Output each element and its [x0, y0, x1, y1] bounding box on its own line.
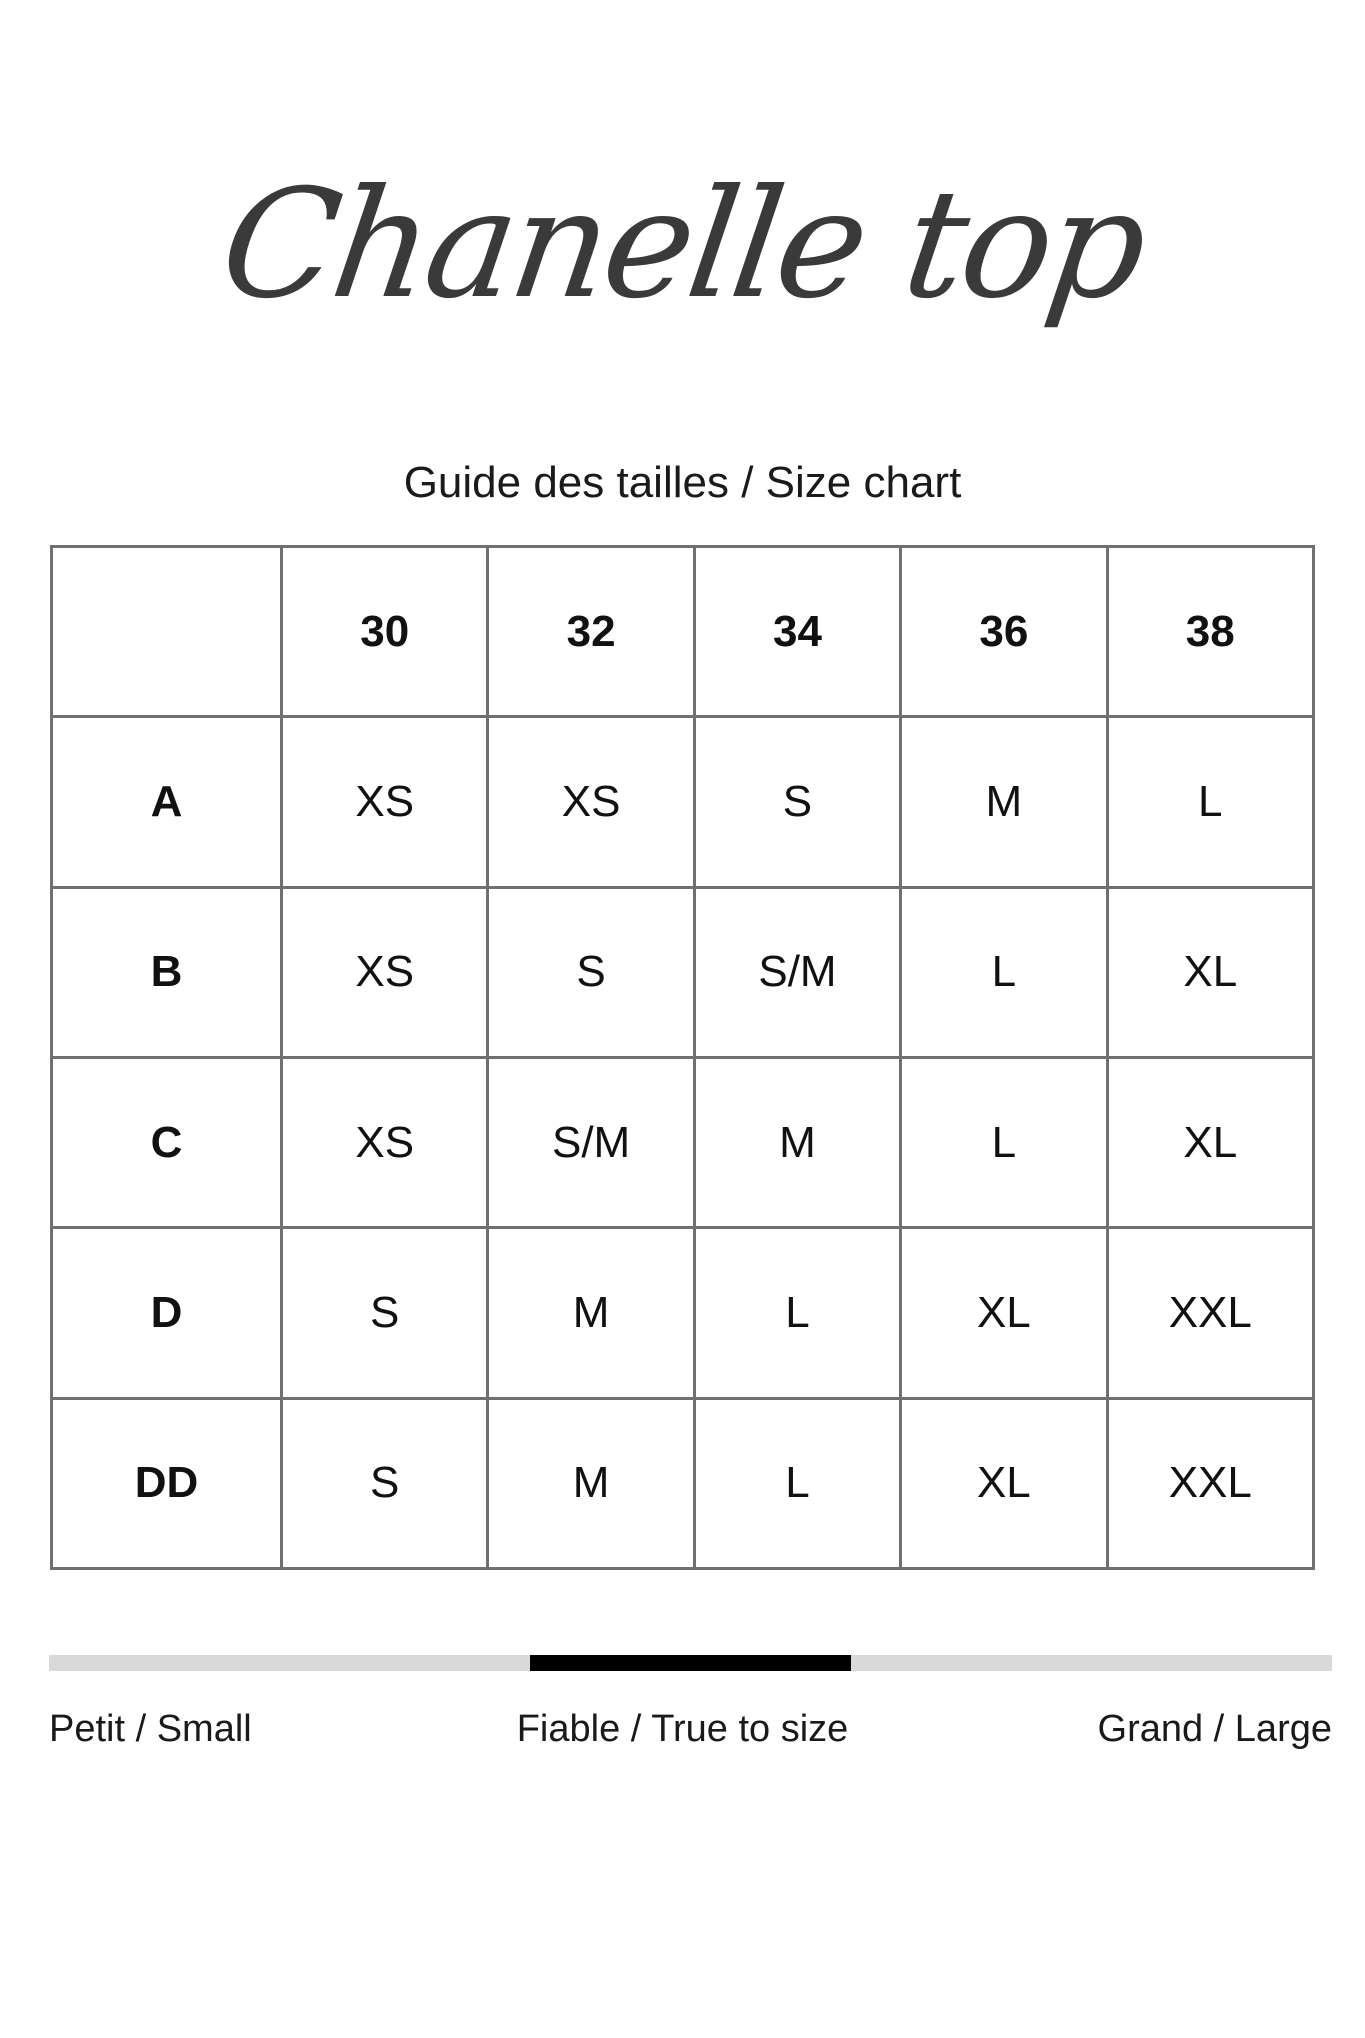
table-row — [52, 717, 1314, 887]
fit-label-true-to-size: Fiable / True to size — [516, 1708, 849, 1750]
size-cell: M — [488, 1398, 694, 1568]
size-cell: L — [1107, 717, 1313, 887]
fit-scale-track — [49, 1655, 1332, 1671]
band-size-header: 32 — [488, 547, 694, 717]
size-cell: S — [282, 1398, 488, 1568]
table-row — [52, 1057, 1314, 1227]
fit-label-small: Petit / Small — [49, 1708, 252, 1750]
size-chart-table — [50, 545, 1315, 1570]
table-row — [52, 1228, 1314, 1398]
band-size-header: 36 — [901, 547, 1107, 717]
cup-size-label: D — [52, 1228, 282, 1398]
cup-size-label: C — [52, 1057, 282, 1227]
cup-size-label: A — [52, 717, 282, 887]
size-cell: L — [901, 887, 1107, 1057]
size-cell: M — [694, 1057, 900, 1227]
product-title: Chanelle top — [211, 158, 1154, 332]
size-cell: XL — [901, 1228, 1107, 1398]
size-cell: XXL — [1107, 1398, 1313, 1568]
size-cell: XL — [1107, 1057, 1313, 1227]
size-cell: XL — [901, 1398, 1107, 1568]
size-cell: M — [488, 1228, 694, 1398]
cup-size-label: DD — [52, 1398, 282, 1568]
size-cell: XS — [488, 717, 694, 887]
size-cell: S/M — [694, 887, 900, 1057]
size-cell: S/M — [488, 1057, 694, 1227]
size-cell: XS — [282, 887, 488, 1057]
size-cell: XS — [282, 717, 488, 887]
fit-label-large: Grand / Large — [1097, 1708, 1332, 1750]
table-header-row — [52, 547, 1314, 717]
size-cell: S — [282, 1228, 488, 1398]
band-size-header: 34 — [694, 547, 900, 717]
cup-size-label: B — [52, 887, 282, 1057]
size-cell: M — [901, 717, 1107, 887]
band-size-header: 30 — [282, 547, 488, 717]
table-corner-cell — [52, 547, 282, 717]
size-chart-heading: Guide des tailles / Size chart — [403, 458, 962, 507]
size-cell: L — [694, 1228, 900, 1398]
fit-scale-indicator — [530, 1655, 851, 1671]
band-size-header: 38 — [1107, 547, 1313, 717]
size-cell: L — [694, 1398, 900, 1568]
size-cell: XS — [282, 1057, 488, 1227]
size-cell: S — [488, 887, 694, 1057]
size-cell: XXL — [1107, 1228, 1313, 1398]
size-cell: XL — [1107, 887, 1313, 1057]
size-cell: L — [901, 1057, 1107, 1227]
table-row — [52, 1398, 1314, 1568]
size-cell: S — [694, 717, 900, 887]
table-row — [52, 887, 1314, 1057]
